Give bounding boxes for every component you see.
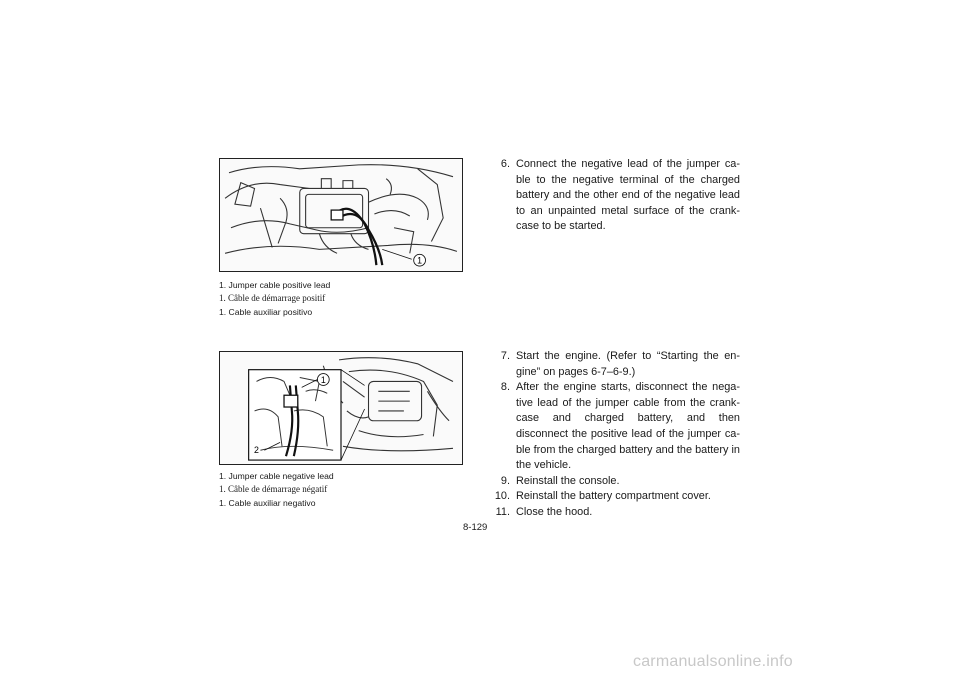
negative-lead-line-drawing xyxy=(220,352,462,464)
figure-positive-lead-illustration xyxy=(219,158,463,272)
instruction-steps-top xyxy=(490,157,740,235)
callout-number: 2 xyxy=(254,445,259,456)
step-text: Connect the negative lead of the jumper ca-ble to the negative terminal of the charged battery and the other end of the negative lead to an unpainted metal surface of the crank-case to be started. xyxy=(516,158,740,233)
figure1-caption xyxy=(219,279,330,319)
step-item xyxy=(490,157,740,235)
step-text: Reinstall the battery compartment cover. xyxy=(516,490,711,503)
positive-lead-line-drawing xyxy=(220,159,462,271)
caption-spanish: 1. Cable auxiliar positivo xyxy=(219,306,313,317)
step-number: 10. xyxy=(494,490,510,503)
step-text: Start the engine. (Refer to “Starting the en-gine” on pages 6-7–6-9.) xyxy=(516,350,740,378)
callout-number: 1 xyxy=(417,255,423,266)
step-number: 7. xyxy=(500,350,510,362)
step-number: 8. xyxy=(500,381,510,394)
figure-negative-lead-illustration xyxy=(219,351,463,465)
step-item xyxy=(490,380,740,474)
step-item xyxy=(490,349,740,380)
callout-number: 1 xyxy=(320,374,326,385)
step-text: Reinstall the console. xyxy=(516,474,620,487)
page-number: 8-129 xyxy=(463,522,488,533)
step-item xyxy=(490,474,740,490)
step-number: 11. xyxy=(495,505,510,518)
watermark-link[interactable]: carmanualsonline.info xyxy=(633,653,793,670)
step-text: Close the hood. xyxy=(516,505,593,518)
caption-french: 1. Câble de démarrage positif xyxy=(219,293,326,304)
figure2-caption xyxy=(219,470,334,510)
step-text: After the engine starts, disconnect the nega-tive lead of the jumper cable from the crank-case and charged battery, and then disconnect the positive lead of the jumper ca-ble from the charged battery and the battery in the vehicle. xyxy=(516,381,740,472)
step-item xyxy=(490,505,740,521)
caption-english: 1. Jumper cable positive lead xyxy=(219,280,331,290)
caption-english: 1. Jumper cable negative lead xyxy=(219,471,334,481)
caption-french: 1. Câble de démarrage négatif xyxy=(219,484,328,495)
step-number: 9. xyxy=(500,474,510,487)
step-number: 6. xyxy=(500,158,510,170)
caption-spanish: 1. Cable auxiliar negativo xyxy=(219,497,316,508)
step-item xyxy=(490,489,740,505)
instruction-steps-bottom xyxy=(490,349,740,521)
